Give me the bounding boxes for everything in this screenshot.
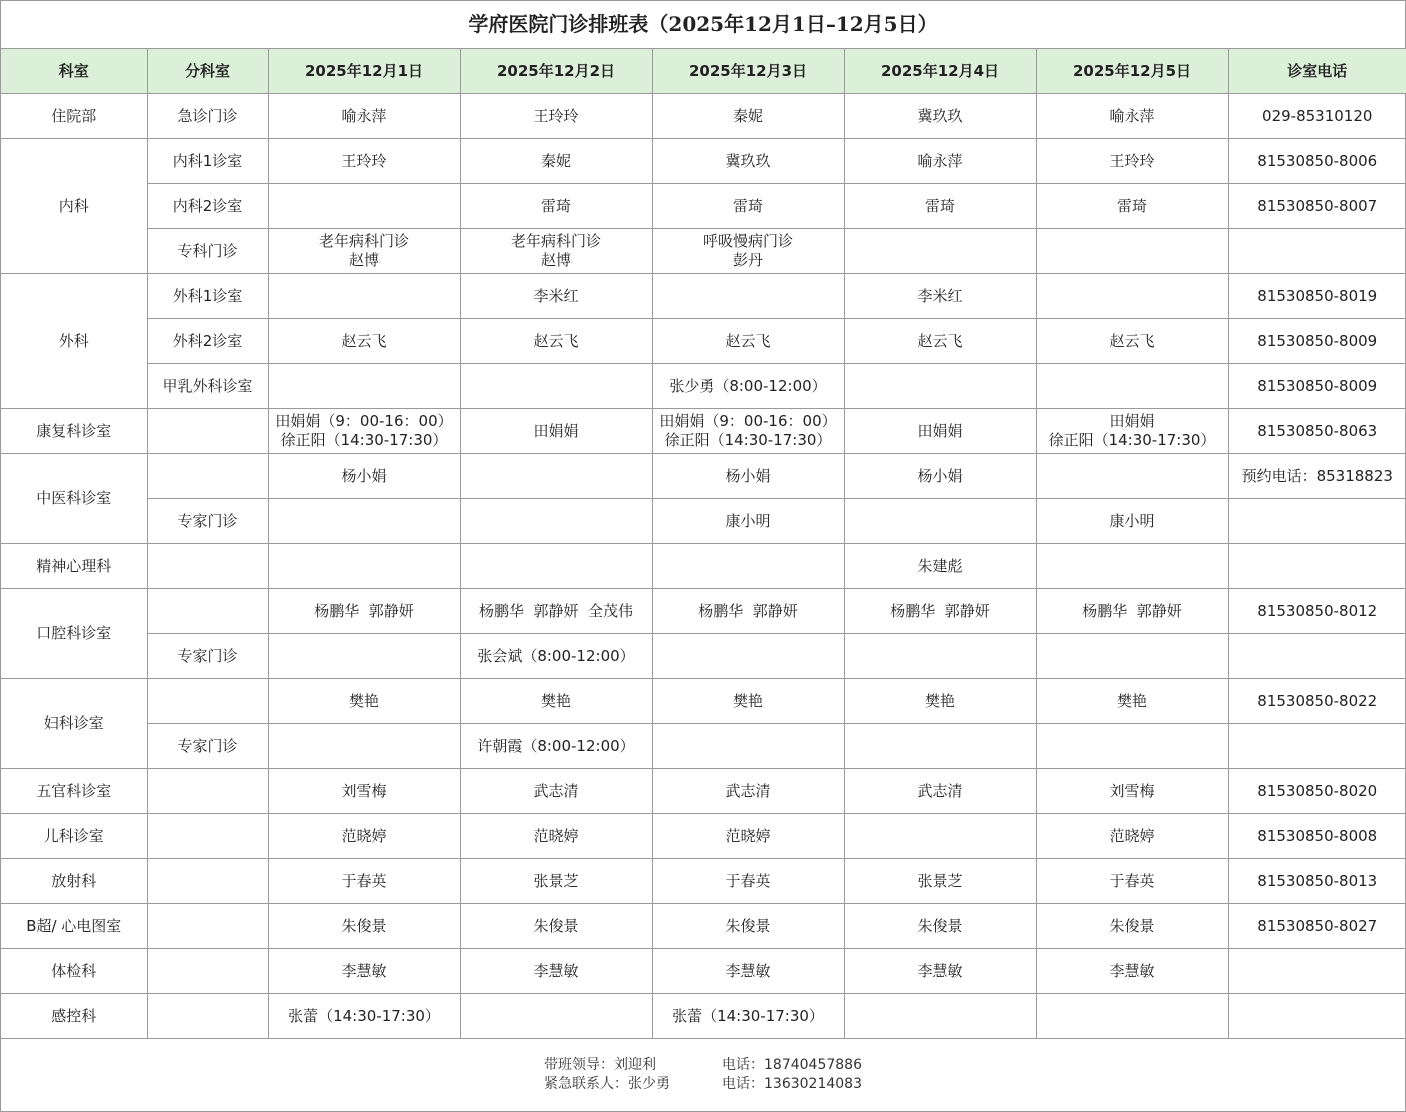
subdept-cell [147, 589, 268, 634]
shift-cell: 刘雪梅 [268, 769, 460, 814]
shift-cell: 朱俊景 [652, 904, 844, 949]
phone-cell [1228, 994, 1406, 1039]
shift-cell [652, 229, 844, 274]
dept-cell: B超/ 心电图室 [1, 904, 147, 949]
doctor-name: 田娟娟（9：00-16：00） [275, 412, 453, 430]
shift-cell: 范晓婷 [1036, 814, 1228, 859]
phone-cell: 81530850-8027 [1228, 904, 1406, 949]
table-row [1, 139, 1406, 184]
table-row [1, 904, 1406, 949]
dept-cell: 中医科诊室 [1, 454, 147, 544]
shift-cell: 许朝霞（8:00-12:00） [460, 724, 652, 769]
doctor-name: 田娟娟（9：00-16：00） [659, 412, 837, 430]
dept-cell: 住院部 [1, 94, 147, 139]
emergency-contact-phone: 电话：13630214083 [722, 1075, 862, 1092]
shift-cell: 王玲玲 [1036, 139, 1228, 184]
shift-cell [268, 364, 460, 409]
shift-cell: 朱俊景 [1036, 904, 1228, 949]
phone-cell: 81530850-8019 [1228, 274, 1406, 319]
shift-cell [460, 229, 652, 274]
shift-cell: 朱建彪 [844, 544, 1036, 589]
table-row [1, 589, 1406, 634]
table-row [1, 814, 1406, 859]
shift-cell [268, 229, 460, 274]
table-row [1, 319, 1406, 364]
shift-cell [652, 634, 844, 679]
table-row [1, 274, 1406, 319]
col-header-day3: 2025年12月3日 [652, 49, 844, 94]
col-header-day1: 2025年12月1日 [268, 49, 460, 94]
shift-cell [268, 724, 460, 769]
shift-cell: 朱俊景 [460, 904, 652, 949]
shift-cell [460, 994, 652, 1039]
doctor-name: 徐正阳（14:30-17:30） [664, 431, 832, 449]
subdept-cell: 外科2诊室 [147, 319, 268, 364]
subdept-cell [147, 409, 268, 454]
table-row [1, 859, 1406, 904]
col-header-day5: 2025年12月5日 [1036, 49, 1228, 94]
shift-cell: 杨小娟 [268, 454, 460, 499]
phone-cell: 81530850-8022 [1228, 679, 1406, 724]
shift-cell: 李米红 [460, 274, 652, 319]
shift-cell [652, 274, 844, 319]
phone-cell: 81530850-8009 [1228, 319, 1406, 364]
shift-cell: 王玲玲 [268, 139, 460, 184]
shift-cell [844, 364, 1036, 409]
subdept-cell: 专家门诊 [147, 724, 268, 769]
phone-cell: 81530850-8008 [1228, 814, 1406, 859]
shift-cell: 王玲玲 [460, 94, 652, 139]
subdept-cell [147, 814, 268, 859]
shift-cell: 杨鹏华 郭静妍 全茂伟 [460, 589, 652, 634]
shift-cell: 康小明 [652, 499, 844, 544]
shift-cell: 赵云飞 [268, 319, 460, 364]
table-row [1, 544, 1406, 589]
clinic-name: 呼吸慢病门诊 [702, 232, 793, 250]
subdept-cell [147, 904, 268, 949]
shift-cell: 雷琦 [1036, 184, 1228, 229]
shift-cell [1036, 994, 1228, 1039]
subdept-cell: 外科1诊室 [147, 274, 268, 319]
shift-cell: 范晓婷 [268, 814, 460, 859]
table-row [1, 364, 1406, 409]
shift-cell: 樊艳 [1036, 679, 1228, 724]
shift-cell: 樊艳 [268, 679, 460, 724]
shift-cell [844, 814, 1036, 859]
duty-leader-phone: 电话：18740457886 [722, 1056, 862, 1073]
shift-cell: 李慧敏 [268, 949, 460, 994]
subdept-cell [147, 859, 268, 904]
table-row [1, 769, 1406, 814]
shift-cell: 武志清 [844, 769, 1036, 814]
dept-cell: 体检科 [1, 949, 147, 994]
dept-cell: 感控科 [1, 994, 147, 1039]
duty-leader: 带班领导：刘迎利 [544, 1056, 656, 1073]
shift-cell: 雷琦 [652, 184, 844, 229]
shift-cell: 冀玖玖 [652, 139, 844, 184]
shift-cell [1036, 724, 1228, 769]
dept-cell: 妇科诊室 [1, 679, 147, 769]
subdept-cell [147, 679, 268, 724]
shift-cell: 赵云飞 [1036, 319, 1228, 364]
shift-cell: 刘雪梅 [1036, 769, 1228, 814]
table-row [1, 229, 1406, 274]
subdept-cell [147, 949, 268, 994]
shift-cell [652, 544, 844, 589]
shift-cell: 李慧敏 [460, 949, 652, 994]
phone-cell: 81530850-8006 [1228, 139, 1406, 184]
shift-cell: 范晓婷 [460, 814, 652, 859]
table-row [1, 184, 1406, 229]
table-row [1, 409, 1406, 454]
shift-cell: 喻永萍 [1036, 94, 1228, 139]
shift-cell: 朱俊景 [844, 904, 1036, 949]
subdept-cell: 甲乳外科诊室 [147, 364, 268, 409]
shift-cell: 杨鹏华 郭静妍 [844, 589, 1036, 634]
col-header-phone: 诊室电话 [1228, 49, 1406, 94]
phone-cell [1228, 724, 1406, 769]
shift-cell [844, 634, 1036, 679]
page-title: 学府医院门诊排班表（2025年12月1日–12月5日） [1, 1, 1405, 49]
dept-cell: 五官科诊室 [1, 769, 147, 814]
shift-cell: 赵云飞 [460, 319, 652, 364]
dept-cell: 口腔科诊室 [1, 589, 147, 679]
shift-cell [844, 994, 1036, 1039]
shift-cell: 张蕾（14:30-17:30） [268, 994, 460, 1039]
dept-cell: 外科 [1, 274, 147, 409]
doctor-name: 彭丹 [732, 251, 763, 269]
shift-cell [268, 409, 460, 454]
shift-cell: 杨小娟 [652, 454, 844, 499]
shift-cell: 樊艳 [460, 679, 652, 724]
shift-cell [844, 499, 1036, 544]
shift-cell: 于春英 [1036, 859, 1228, 904]
dept-cell: 儿科诊室 [1, 814, 147, 859]
dept-cell: 放射科 [1, 859, 147, 904]
phone-cell [1228, 229, 1406, 274]
phone-cell: 029-85310120 [1228, 94, 1406, 139]
shift-cell: 李慧敏 [844, 949, 1036, 994]
phone-cell: 81530850-8013 [1228, 859, 1406, 904]
shift-cell: 杨小娟 [844, 454, 1036, 499]
shift-cell [652, 724, 844, 769]
header-row [1, 49, 1406, 94]
shift-cell: 康小明 [1036, 499, 1228, 544]
shift-cell [460, 544, 652, 589]
col-header-day2: 2025年12月2日 [460, 49, 652, 94]
phone-cell [1228, 949, 1406, 994]
table-row [1, 94, 1406, 139]
shift-cell [268, 544, 460, 589]
shift-cell: 张景芝 [844, 859, 1036, 904]
subdept-cell [147, 454, 268, 499]
subdept-cell: 急诊门诊 [147, 94, 268, 139]
shift-cell: 田娟娟 [460, 409, 652, 454]
leader-line [544, 1056, 862, 1075]
shift-cell [1036, 364, 1228, 409]
shift-cell [268, 499, 460, 544]
phone-cell: 81530850-8020 [1228, 769, 1406, 814]
duty-contacts [1, 1039, 1405, 1110]
shift-cell: 雷琦 [844, 184, 1036, 229]
col-header-dept: 科室 [1, 49, 147, 94]
shift-cell: 雷琦 [460, 184, 652, 229]
col-header-day4: 2025年12月4日 [844, 49, 1036, 94]
shift-cell: 李米红 [844, 274, 1036, 319]
phone-cell [1228, 634, 1406, 679]
phone-cell: 81530850-8009 [1228, 364, 1406, 409]
shift-cell: 冀玖玖 [844, 94, 1036, 139]
doctor-name: 赵博 [540, 251, 571, 269]
shift-cell [652, 409, 844, 454]
shift-cell: 樊艳 [844, 679, 1036, 724]
phone-cell: 81530850-8012 [1228, 589, 1406, 634]
table-row [1, 994, 1406, 1039]
shift-cell: 杨鹏华 郭静妍 [652, 589, 844, 634]
shift-cell [844, 229, 1036, 274]
contact-line [544, 1075, 862, 1094]
shift-cell [268, 184, 460, 229]
subdept-cell: 专科门诊 [147, 229, 268, 274]
shift-cell [460, 364, 652, 409]
phone-cell [1228, 544, 1406, 589]
table-row [1, 949, 1406, 994]
shift-cell: 张会斌（8:00-12:00） [460, 634, 652, 679]
col-header-subdept: 分科室 [147, 49, 268, 94]
shift-cell [460, 499, 652, 544]
shift-cell: 喻永萍 [268, 94, 460, 139]
shift-cell: 李慧敏 [652, 949, 844, 994]
shift-cell [1036, 409, 1228, 454]
phone-cell [1228, 499, 1406, 544]
subdept-cell: 专家门诊 [147, 634, 268, 679]
shift-cell: 于春英 [268, 859, 460, 904]
dept-cell: 内科 [1, 139, 147, 274]
subdept-cell: 内科2诊室 [147, 184, 268, 229]
shift-cell: 杨鹏华 郭静妍 [268, 589, 460, 634]
shift-cell: 杨鹏华 郭静妍 [1036, 589, 1228, 634]
shift-cell [1036, 274, 1228, 319]
subdept-cell [147, 544, 268, 589]
schedule-table [1, 49, 1406, 1039]
phone-cell: 预约电话：85318823 [1228, 454, 1406, 499]
doctor-name: 田娟娟 [1109, 412, 1155, 430]
shift-cell: 李慧敏 [1036, 949, 1228, 994]
shift-cell [1036, 544, 1228, 589]
table-row [1, 724, 1406, 769]
dept-cell: 康复科诊室 [1, 409, 147, 454]
shift-cell: 田娟娟 [844, 409, 1036, 454]
doctor-name: 徐正阳（14:30-17:30） [280, 431, 448, 449]
clinic-name: 老年病科门诊 [318, 232, 409, 250]
shift-cell [1036, 454, 1228, 499]
clinic-name: 老年病科门诊 [510, 232, 601, 250]
dept-cell: 精神心理科 [1, 544, 147, 589]
shift-cell: 喻永萍 [844, 139, 1036, 184]
shift-cell: 范晓婷 [652, 814, 844, 859]
subdept-cell: 内科1诊室 [147, 139, 268, 184]
doctor-name: 徐正阳（14:30-17:30） [1048, 431, 1216, 449]
phone-cell: 81530850-8007 [1228, 184, 1406, 229]
shift-cell: 于春英 [652, 859, 844, 904]
table-row [1, 454, 1406, 499]
shift-cell: 秦妮 [652, 94, 844, 139]
shift-cell: 赵云飞 [844, 319, 1036, 364]
phone-cell: 81530850-8063 [1228, 409, 1406, 454]
subdept-cell [147, 994, 268, 1039]
doctor-name: 赵博 [348, 251, 379, 269]
shift-cell [268, 634, 460, 679]
shift-cell: 张景芝 [460, 859, 652, 904]
subdept-cell [147, 769, 268, 814]
shift-cell: 张蕾（14:30-17:30） [652, 994, 844, 1039]
shift-cell: 樊艳 [652, 679, 844, 724]
shift-cell: 武志清 [652, 769, 844, 814]
shift-cell [460, 454, 652, 499]
table-row [1, 499, 1406, 544]
shift-cell: 秦妮 [460, 139, 652, 184]
shift-cell: 武志清 [460, 769, 652, 814]
table-row [1, 634, 1406, 679]
shift-cell [268, 274, 460, 319]
shift-cell [1036, 229, 1228, 274]
table-row [1, 679, 1406, 724]
shift-cell: 朱俊景 [268, 904, 460, 949]
emergency-contact: 紧急联系人：张少勇 [544, 1075, 670, 1092]
subdept-cell: 专家门诊 [147, 499, 268, 544]
shift-cell: 张少勇（8:00-12:00） [652, 364, 844, 409]
shift-cell [844, 724, 1036, 769]
shift-cell [1036, 634, 1228, 679]
shift-cell: 赵云飞 [652, 319, 844, 364]
